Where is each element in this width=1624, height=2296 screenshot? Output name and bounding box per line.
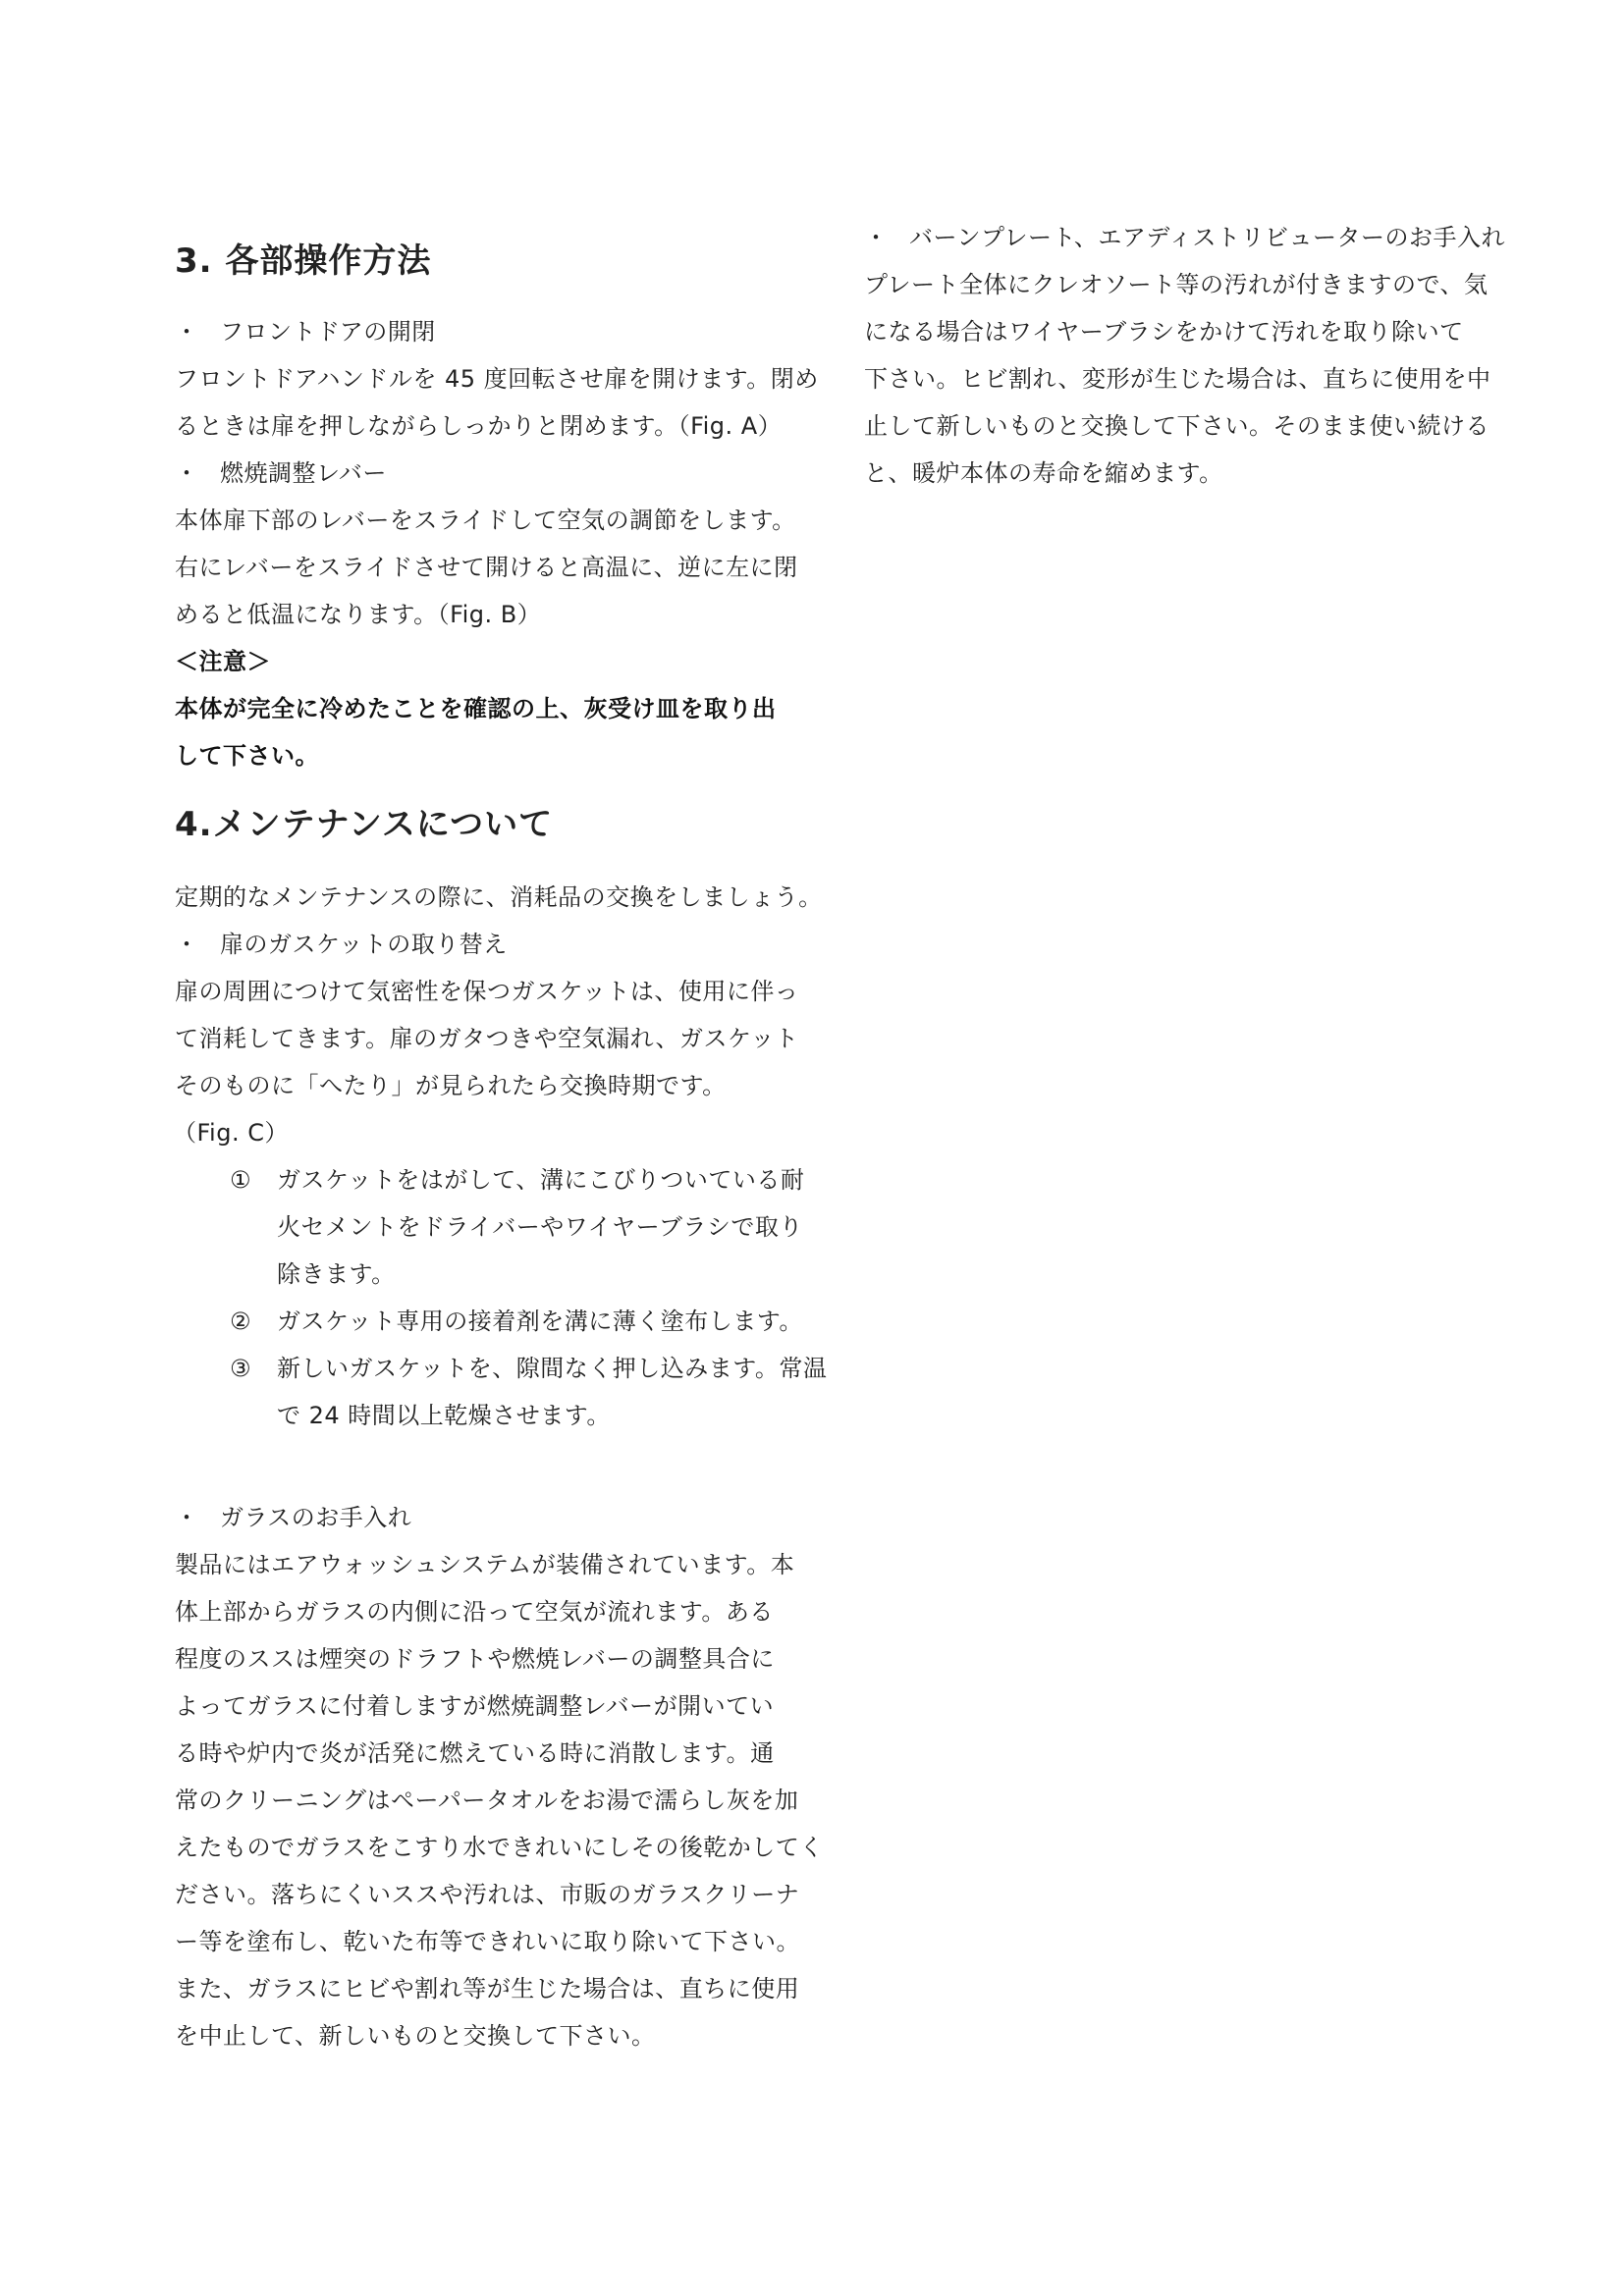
lever-bullet-item — [175, 457, 387, 489]
glass-line: 常のクリーニングはペーパータオルをお湯で濡らし灰を加 — [175, 1787, 799, 1814]
glass-line: 程度のススは煙突のドラフトや燃焼レバーの調整具合に — [175, 1645, 775, 1673]
burnplate-bullet-item — [864, 222, 1505, 253]
burnplate-line: プレート全体にクレオソート等の汚れが付きますので、気 — [864, 271, 1489, 298]
gasket-line: そのものに「へたり」が見られたら交換時期です。 — [175, 1072, 727, 1099]
glass-line: えたものでガラスをこすり水できれいにしその後乾かしてく — [175, 1834, 824, 1861]
burnplate-line: 下さい。ヒビ割れ、変形が生じた場合は、直ちに使用を中 — [864, 365, 1491, 393]
step-text: ガスケットをはがして、溝にこびりついている耐 — [277, 1166, 805, 1194]
gasket-bullet-item — [175, 929, 508, 960]
gasket-line: 扉の周囲につけて気密性を保つガスケットは、使用に伴っ — [175, 978, 799, 1005]
caution-title: ＜注意＞ — [175, 648, 271, 675]
lever-line: 右にレバーをスライドさせて開けると高温に、逆に左に閉 — [175, 554, 798, 581]
burnplate-title: バーンプレート、エアディストリビューターのお手入れ — [909, 224, 1505, 251]
glass-line: ださい。落ちにくいススや汚れは、市販のガラスクリーナ — [175, 1881, 800, 1908]
step-number: ③ — [230, 1355, 252, 1382]
glass-line: 体上部からガラスの内側に沿って空気が流れます。ある — [175, 1598, 774, 1626]
glass-bullet-item — [175, 1502, 411, 1533]
glass-line: ー等を塗布し、乾いた布等できれいに取り除いて下さい。 — [175, 1928, 800, 1955]
gasket-line: て消耗してきます。扉のガタつきや空気漏れ、ガスケット — [175, 1025, 799, 1052]
lever-title: 燃焼調整レバー — [220, 459, 387, 487]
step-text: 除きます。 — [277, 1260, 396, 1288]
step-text: で 24 時間以上乾燥させます。 — [277, 1402, 611, 1429]
gasket-title: 扉のガスケットの取り替え — [220, 931, 508, 958]
burnplate-line: 止して新しいものと交換して下さい。そのまま使い続ける — [864, 412, 1489, 440]
bullet-icon: ・ — [175, 459, 199, 487]
bullet-icon: ・ — [175, 1504, 199, 1531]
gasket-fig-ref: （Fig. C） — [173, 1119, 289, 1147]
glass-line: また、ガラスにヒビや割れ等が生じた場合は、直ちに使用 — [175, 1975, 800, 2002]
section4-heading: 4.メンテナンスについて — [175, 805, 554, 844]
caution-line: 本体が完全に冷めたことを確認の上、灰受け皿を取り出 — [175, 695, 777, 722]
glass-line: る時や炉内で炎が活発に燃えている時に消散します。通 — [175, 1739, 775, 1767]
bullet-icon: ・ — [175, 318, 199, 346]
step-number: ② — [230, 1308, 252, 1335]
bullet-icon: ・ — [864, 224, 889, 251]
bullet-icon: ・ — [175, 931, 199, 958]
front-door-line: フロントドアハンドルを 45 度回転させ扉を開けます。閉め — [175, 365, 819, 393]
burnplate-line: になる場合はワイヤーブラシをかけて汚れを取り除いて — [864, 318, 1464, 346]
step-number: ① — [230, 1166, 252, 1194]
section4-intro: 定期的なメンテナンスの際に、消耗品の交換をしましょう。 — [175, 883, 823, 911]
front-door-line: るときは扉を押しながらしっかりと閉めます。（Fig. A） — [175, 412, 783, 440]
glass-line: を中止して、新しいものと交換して下さい。 — [175, 2022, 656, 2050]
glass-title: ガラスのお手入れ — [220, 1504, 412, 1531]
section3-heading: 3. 各部操作方法 — [175, 241, 432, 281]
glass-line: よってガラスに付着しますが燃焼調整レバーが開いてい — [175, 1692, 775, 1720]
front-door-bullet-item — [175, 316, 436, 347]
step-text: 新しいガスケットを、隙間なく押し込みます。常温 — [277, 1355, 828, 1382]
burnplate-line: と、暖炉本体の寿命を縮めます。 — [864, 459, 1223, 487]
caution-line: して下さい。 — [175, 742, 319, 770]
lever-line: めると低温になります。（Fig. B） — [175, 601, 542, 628]
front-door-title: フロントドアの開閉 — [220, 318, 436, 346]
lever-line: 本体扉下部のレバーをスライドして空気の調節をします。 — [175, 507, 796, 534]
step-text: 火セメントをドライバーやワイヤーブラシで取り — [277, 1213, 803, 1241]
glass-line: 製品にはエアウォッシュシステムが装備されています。本 — [175, 1551, 795, 1578]
step-text: ガスケット専用の接着剤を溝に薄く塗布します。 — [277, 1308, 803, 1335]
